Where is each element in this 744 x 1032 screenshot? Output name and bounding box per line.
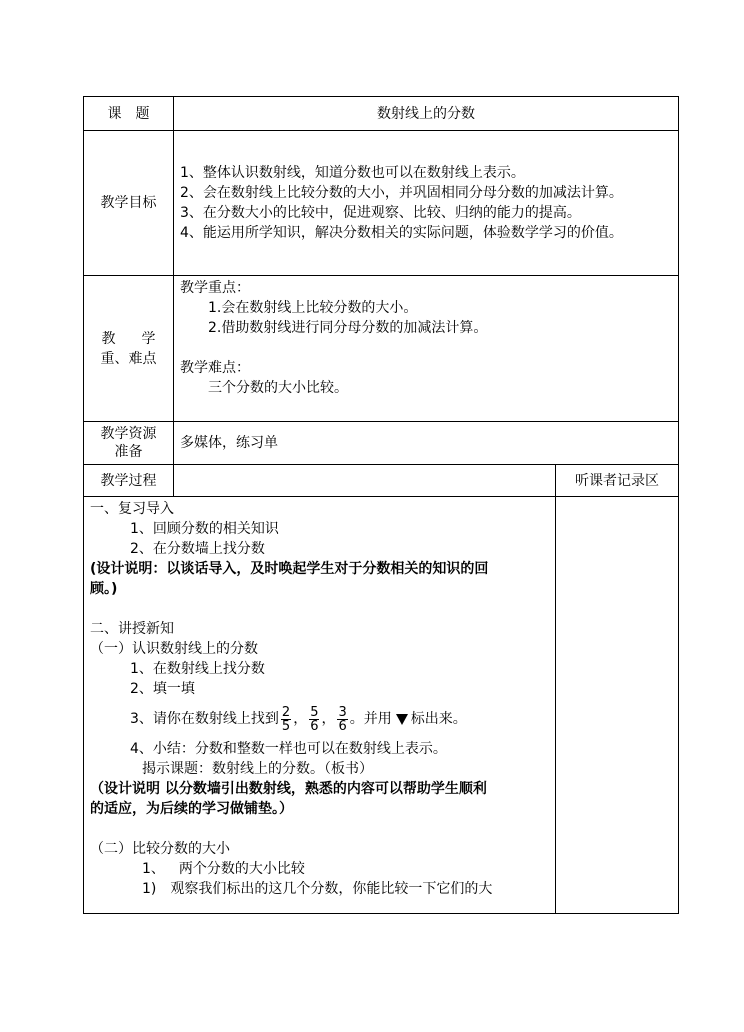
down-triangle-icon [396, 714, 408, 725]
section1-note: (设计说明：以谈话导入，及时唤起学生对于分数相关的知识的回 [90, 561, 489, 577]
section2-note-cont: 的适应，为后续的学习做铺垫。） [90, 801, 293, 817]
process-label: 教学过程 [84, 465, 174, 497]
difficulty-title: 教学难点： [180, 360, 250, 376]
section2-note: （设计说明 以分数墙引出数射线，熟悉的内容可以帮助学生顺利 [90, 781, 487, 797]
topic-row [84, 97, 679, 131]
difficulty-item: 三个分数的大小比较。 [208, 380, 348, 396]
section2-reveal: 揭示课题：数射线上的分数。（板书） [142, 761, 373, 777]
goal-item: 4、能运用所学知识，解决分数相关的实际问题，体验数学学习的价值。 [180, 225, 623, 241]
key-points-label [84, 276, 174, 422]
goals-label: 教学目标 [84, 131, 174, 276]
focus-title: 教学重点： [180, 280, 250, 296]
lesson-plan-table [83, 96, 679, 914]
focus-item: 2.借助数射线进行同分母分数的加减法计算。 [208, 320, 488, 336]
section2-sub2-title: （二）比较分数的大小 [90, 841, 230, 857]
section2-summary: 4、小结：分数和整数一样也可以在数射线上表示。 [130, 741, 447, 757]
process-content [84, 497, 556, 914]
key-points-label-line1: 教 学 [101, 330, 156, 347]
process-header-empty [174, 465, 556, 497]
goal-item: 2、会在数射线上比较分数的大小，并巩固相同分母分数的加减法计算。 [180, 185, 623, 201]
process-header-row [84, 465, 679, 497]
section2-item: 1、在数射线上找分数 [130, 661, 265, 677]
section2-sub1-title: （一）认识数射线上的分数 [90, 641, 258, 657]
observer-label: 听课者记录区 [556, 465, 679, 497]
section2-item-fractions: 3、请你在数射线上找到 $\frac{2}{5}$ ， $\frac{5}{6}$ ， $\frac{3}{6}$ 。并用 标出来。 [130, 704, 467, 734]
focus-item: 1.会在数射线上比较分数的大小。 [208, 300, 418, 316]
goal-item: 3、在分数大小的比较中，促进观察、比较、归纳的能力的提高。 [180, 205, 581, 221]
section2-item: 2、填一填 [130, 681, 195, 697]
section1-title: 一、复习导入 [90, 501, 174, 517]
key-points-label-line2: 重、难点 [100, 350, 157, 367]
section2-sub2-item: 1) 观察我们标出的这几个分数，你能比较一下它们的大 [142, 881, 493, 897]
fraction: $\frac{5}{6}$ [310, 704, 319, 734]
topic-value: 数射线上的分数 [174, 97, 679, 131]
resources-value: 多媒体，练习单 [174, 422, 679, 465]
observer-notes-area[interactable] [556, 497, 679, 914]
fraction: $\frac{2}{5}$ [281, 704, 291, 734]
goal-item: 1、整体认识数射线，知道分数也可以在数射线上表示。 [180, 165, 525, 181]
section1-item: 1、回顾分数的相关知识 [130, 521, 279, 537]
section2-sub2-item: 1、 两个分数的大小比较 [142, 861, 305, 877]
section1-note-cont: 顾。) [90, 581, 118, 597]
key-points-row [84, 276, 679, 422]
fraction: $\frac{3}{6}$ [338, 704, 347, 734]
process-body-row [84, 497, 679, 914]
resources-label: 教学资源 准备 [84, 422, 174, 465]
section1-item: 2、在分数墙上找分数 [130, 541, 265, 557]
goals-row [84, 131, 679, 276]
topic-label: 课 题 [84, 97, 174, 131]
section2-title: 二、讲授新知 [90, 621, 174, 637]
goals-content [174, 131, 679, 276]
resources-row [84, 422, 679, 465]
key-points-content [174, 276, 679, 422]
